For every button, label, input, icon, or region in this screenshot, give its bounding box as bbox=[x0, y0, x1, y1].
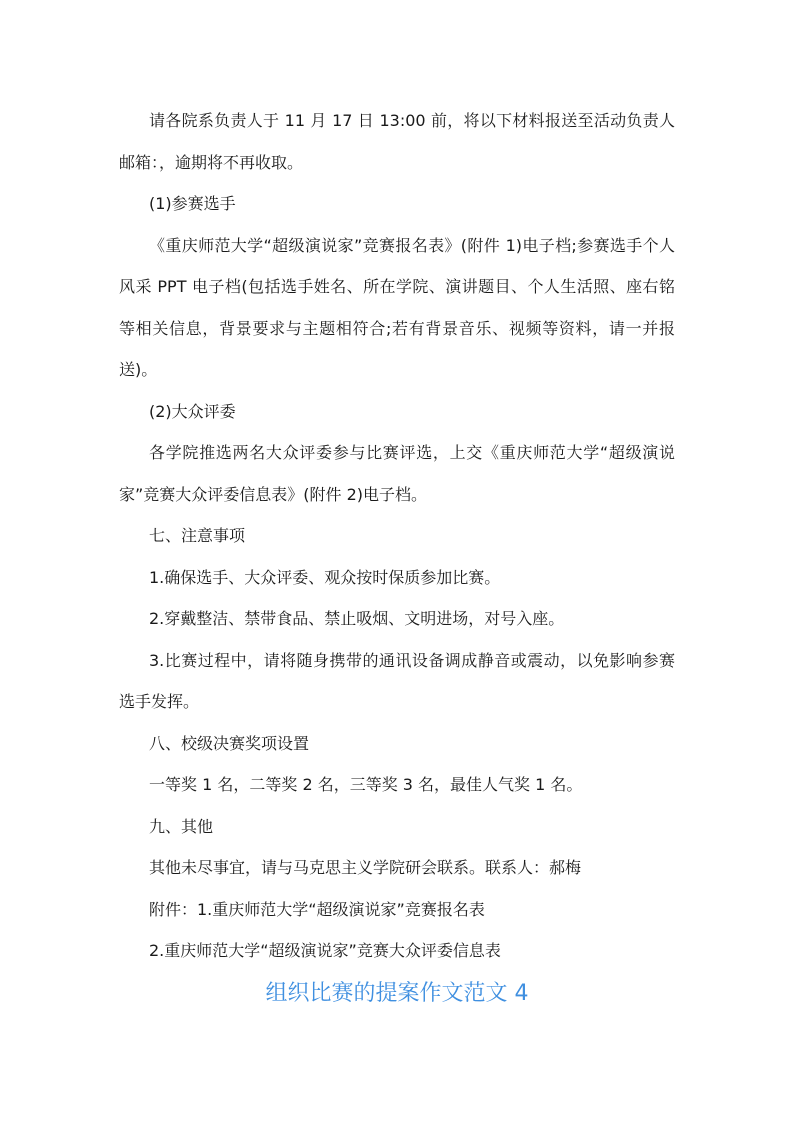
paragraph-awards: 一等奖 1 名，二等奖 2 名，三等奖 3 名，最佳人气奖 1 名。 bbox=[149, 775, 583, 794]
paragraph-attachment-1: 附件：1.重庆师范大学“超级演说家”竞赛报名表 bbox=[149, 899, 485, 919]
paragraph-public-judges-heading: (2)大众评委 bbox=[149, 401, 236, 421]
section-heading-awards: 八、校级决赛奖项设置 bbox=[149, 733, 310, 753]
paragraph-precaution-1: 1.确保选手、大众评委、观众按时保质参加比赛。 bbox=[149, 567, 501, 587]
paragraph-attachment-2: 2.重庆师范大学“超级演说家”竞赛大众评委信息表 bbox=[149, 941, 501, 960]
paragraph-contact: 其他未尽事宜，请与马克思主义学院研会联系。联系人：郝梅 bbox=[149, 858, 582, 877]
paragraph-contestants-heading: (1)参赛选手 bbox=[149, 194, 236, 213]
paragraph-submission-notice: 请各院系负责人于 11 月 17 日 13:00 前，将以下材料报送至活动负责人邮箱：，逾期将不再收取。 bbox=[119, 111, 675, 172]
document-body bbox=[119, 100, 675, 972]
section-heading-other: 九、其他 bbox=[149, 816, 214, 836]
paragraph-precaution-2: 2.穿戴整洁、禁带食品、禁止吸烟、文明进场，对号入座。 bbox=[149, 609, 565, 628]
paragraph-contestants-materials: 《重庆师范大学“超级演说家”竞赛报名表》(附件 1)电子档;参赛选手个人风采 PPT 电子档(包括选手姓名、所在学院、演讲题目、个人生活照、座右铭等相关信息，背景要求与主题相符合;若有背景音乐、视频等资料，请一并报送)。 bbox=[119, 235, 675, 379]
paragraph-precaution-3: 3.比赛过程中，请将随身携带的通讯设备调成静音或震动，以免影响参赛选手发挥。 bbox=[119, 650, 675, 711]
next-article-title: 组织比赛的提案作文范文 4 bbox=[265, 981, 529, 1006]
paragraph-public-judges-materials: 各学院推选两名大众评委参与比赛评选，上交《重庆师范大学“超级演说家”竞赛大众评委信息表》(附件 2)电子档。 bbox=[119, 443, 675, 504]
section-heading-precautions: 七、注意事项 bbox=[149, 526, 246, 545]
